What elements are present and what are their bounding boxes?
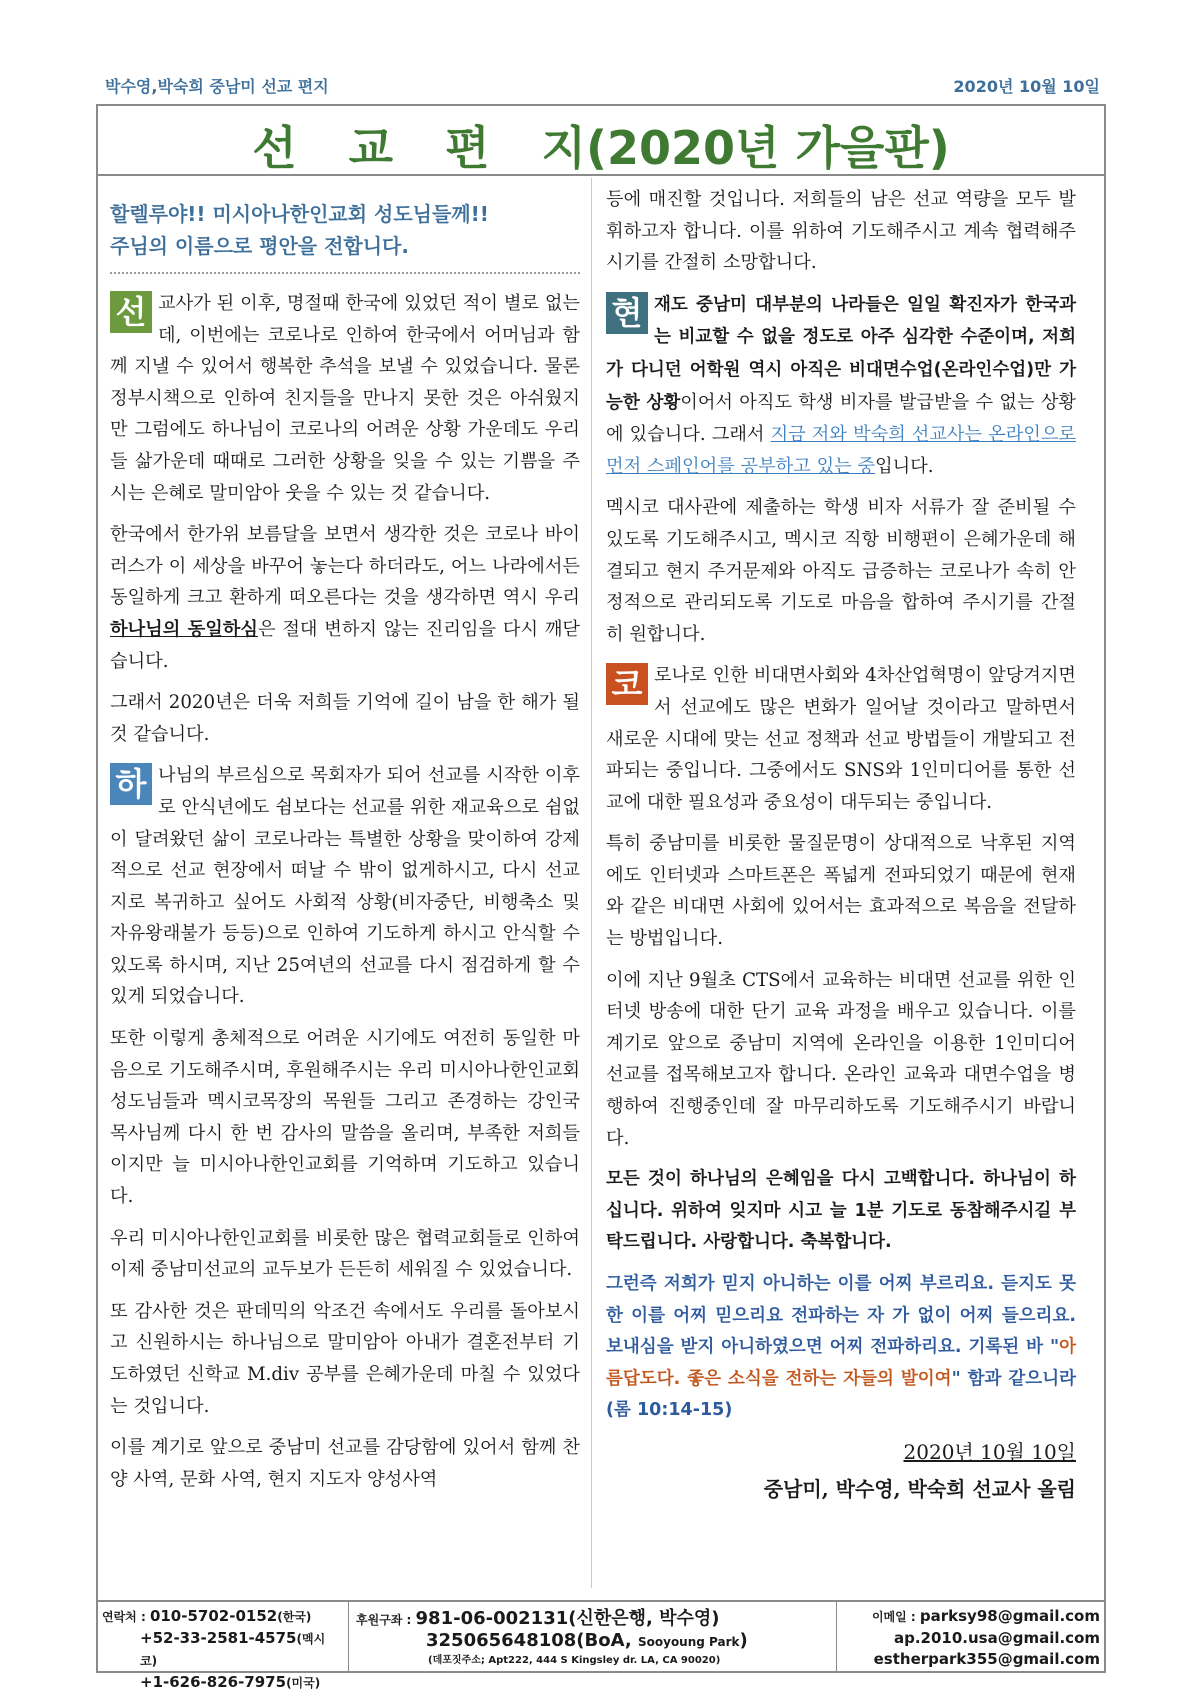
- paragraph-seminary: 또 감사한 것은 판데믹의 악조건 속에서도 우리를 돌아보시고 신원하시는 하나님으로 말미암아 아내가 결혼전부터 기도하였던 신학교 M.div 공부를 은혜가운데 마칠 수 있었다는 것입니다.: [110, 1300, 580, 1417]
- dropcap-hyeon: 현: [606, 292, 648, 334]
- paragraph-text: 로나로 인한 비대면사회와 4차산업혁명이 앞당겨지면서 선교에도 많은 변화가 일어날 것이라고 말하면서 새로운 시대에 맞는 선교 정책과 선교 방법들이 개발되고 전파되는 중입니다. 그중에서도 SNS와 1인미디어를 통한 선교에 대한 필요성과 중요성이 대두되는 중입니다.: [606, 665, 1076, 813]
- paragraph-ministry: 이를 계기로 앞으로 중남미 선교를 감당함에 있어서 함께 찬양 사역, 문화 사역, 현지 지도자 양성사역: [110, 1437, 580, 1490]
- letter-sender-line: 박수영,박숙희 중남미 선교 편지: [105, 77, 329, 96]
- email-label: 이메일 :: [871, 1610, 920, 1624]
- greeting-line-1: 할렐루야!! 미시아나한인교회 성도님들께!!: [110, 202, 489, 226]
- contact-footer: [96, 1600, 1106, 1691]
- bank-account-close: ): [739, 1630, 748, 1651]
- phone-usa-tag: (미국): [286, 1676, 321, 1690]
- paragraph-text: 나님의 부르심으로 목회자가 되어 선교를 시작한 이후로 안식년에도 쉼보다는 선교를 위한 재교육으로 쉼없이 달려왔던 삶이 코로나라는 특별한 상황을 맞이하여 강제적으로 선교 현장에서 떠날 수 밖이 없게하시고, 다시 선교지로 복귀하고 싶어도 사회적 상황(비자중단, 비행축소 및 자유왕래불가 등등)으로 인하여 기도하게 하시고 안식할 수 있도록 하시며, 지난 25여년의 선교를 다시 점검하게 할 수 있게 되었습니다.: [110, 765, 580, 1008]
- title-band: [98, 106, 1104, 176]
- paragraph-text: 은 절대 변하지 않는 진리임을 다시 깨닫습니다.: [110, 618, 580, 672]
- dotted-divider: [110, 272, 580, 274]
- contact-label: 연락처 :: [102, 1610, 150, 1624]
- dropcap-ko: 코: [606, 663, 648, 705]
- bold-text: 재도 중남미 대부분의 나라들은 일일 확진자가 한국과는 비교할 수 없을 정도로 아주 심각한 수준이며, 저희가 다니던 어학원 역시 아직은 비대면수업(온라인수업)만 가능한 상황: [606, 294, 1076, 413]
- phone-mexico: +52-33-2581-4575: [140, 1629, 297, 1647]
- paragraph-text: 이어서 아직도 학생 비자를 발급받을 수 없는 상황에 있습니다. 그래서: [606, 391, 1076, 446]
- paragraph-confession: 모든 것이 하나님의 은혜임을 다시 고백합니다. 하나님이 하십니다. 위하여 잊지마 시고 늘 1분 기도로 동참해주시길 부탁드립니다. 사랑합니다. 축복합니다.: [606, 1169, 1076, 1253]
- title-rest-part: 지(2020년 가을판): [541, 121, 950, 175]
- paragraph-chuseok: [110, 288, 580, 509]
- paragraph-text: 입니다.: [875, 455, 934, 477]
- letter-frame: [96, 104, 1106, 1673]
- signature-date-text: 2020년 10월 10일: [903, 1439, 1076, 1464]
- paragraph-text: 한국에서 한가위 보름달을 보면서 생각한 것은 코로나 바이러스가 이 세상을 바꾸어 놓는다 하더라도, 어느 나라에서든 동일하게 크고 환하게 떠오른다는 것을 생각하면 역시 우리: [110, 524, 580, 609]
- greeting: [110, 198, 580, 262]
- phone-korea-tag: (한국): [277, 1610, 312, 1624]
- phone-usa: +1-626-826-7975: [140, 1673, 287, 1691]
- phone-mexico-tag: (멕시코): [140, 1632, 326, 1668]
- dropcap-ha: 하: [110, 763, 152, 805]
- paragraph-cts: 이에 지난 9월초 CTS에서 교육하는 비대면 선교를 위한 인터넷 방송에 대한 단기 교육 과정을 배우고 있습니다. 이를 계기로 앞으로 중남미 지역에 온라인을 이용한 1인미디어 선교를 접목해보고자 합니다. 온라인 교육과 대면수업을 병행하여 진행중인데 잘 마무리하도록 기도해주시기 바랍니다.: [606, 969, 1076, 1149]
- right-column: [606, 184, 1076, 1505]
- paragraph-thanks: 또한 이렇게 총체적으로 어려운 시기에도 여전히 동일한 마음으로 기도해주시며, 후원해주시는 우리 미시아나한인교회 성도님들과 멕시코목장의 목원들 그리고 존경하는 강인국 목사님께 다시 한 번 감사의 말씀을 올리며, 부족한 저희들이지만 늘 미시아나한인교회를 기억하며 기도하고 있습니다.: [110, 1028, 580, 1208]
- paragraph-internet: 특히 중남미를 비롯한 물질문명이 상대적으로 낙후된 지역에도 인터넷과 스마트폰은 폭넓게 전파되었기 때문에 현재와 같은 비대면 사회에 있어서는 효과적으로 복음을 전달하는 방법입니다.: [606, 833, 1076, 950]
- scripture-text: 그런즉 저희가 믿지 아니하는 이를 어찌 부르리요. 듣지도 못한 이를 어찌 믿으리요 전파하는 자 가 없이 어찌 들으리요. 보내심을 받지 아니하였으면 어찌 전파하리요. 기록된 바 ": [606, 1274, 1076, 1358]
- scripture-highlight: 아름답도다. 좋은 소식을 전하는 자들의 발이여: [606, 1337, 1076, 1389]
- highlighted-phrase: 지금 저와 박숙희 선교사는 온라인으로 먼저 스페인어를 공부하고 있는 중: [606, 424, 1076, 477]
- email-3[interactable]: estherpark355@gmail.com: [873, 1650, 1100, 1668]
- signature-date: [606, 1437, 1076, 1470]
- footer-divider: [348, 1602, 349, 1673]
- greeting-line-2: 주님의 이름으로 평안을 전합니다.: [110, 234, 409, 258]
- paragraph-calling: [110, 760, 580, 1013]
- paragraph-continued: 등에 매진할 것입니다. 저희들의 남은 선교 역량을 모두 발휘하고자 합니다. 이를 위하여 기도해주시고 계속 협력해주시기를 간절히 소망합니다.: [606, 189, 1076, 274]
- phone-korea: 010-5702-0152: [149, 1607, 278, 1625]
- scripture-reference: " 함과 같으니라(롬 10:14-15): [606, 1368, 1076, 1421]
- email-2[interactable]: ap.2010.usa@gmail.com: [893, 1629, 1100, 1647]
- letter-header-row: [105, 74, 1100, 100]
- bank-block: [356, 1604, 831, 1666]
- column-divider: [591, 178, 592, 1588]
- paragraph-visa: 멕시코 대사관에 제출하는 학생 비자 서류가 잘 준비될 수 있도록 기도해주시고, 멕시코 직항 비행편이 은혜가운데 해결되고 현지 주거문제와 아직도 급증하는 코로나가 속히 안정적으로 관리되도록 기도로 마음을 합하여 주시기를 간절히 원합니다.: [606, 497, 1076, 645]
- footer-divider: [836, 1602, 837, 1673]
- bank-label: 후원구좌 :: [356, 1613, 416, 1627]
- signature: 중남미, 박수영, 박숙희 선교사 올림: [763, 1476, 1076, 1501]
- paragraph-covid-status: [606, 289, 1076, 483]
- underlined-phrase: 하나님의 동일하심: [110, 618, 258, 640]
- bank-account-holder: Sooyoung Park: [637, 1635, 740, 1649]
- title-spaced-part: 선교편: [252, 121, 542, 175]
- paragraph-partners: 우리 미시아나한인교회를 비롯한 많은 협력교회들로 인하여 이제 중남미선교의 교두보가 든든히 세워질 수 있었습니다.: [110, 1227, 580, 1281]
- contact-block: [102, 1606, 342, 1694]
- letter-header-date: 2020년 10월 10일: [953, 77, 1100, 96]
- left-column: [110, 178, 580, 1505]
- paragraph-text: 교사가 된 이후, 명절때 한국에 있었던 적이 별로 없는데, 이번에는 코로나로 인하여 한국에서 어머님과 함께 지낼 수 있어서 행복한 추석을 보낼 수 있었습니다. 물론 정부시책으로 인하여 친지들을 만나지 못한 것은 아쉬웠지만 그럼에도 하나님이 코로나의 어려운 상황 가운데도 우리들 삶가운데 때때로 그러한 상황을 잊을 수 있는 기쁨을 주시는 은혜로 말미암아 웃을 수 있는 것 같습니다.: [110, 293, 580, 504]
- email-1[interactable]: parksy98@gmail.com: [919, 1607, 1100, 1625]
- scripture-quote: [606, 1269, 1076, 1427]
- bank-account-boa: 325065648108(BoA,: [426, 1630, 638, 1651]
- dropcap-seon: 선: [110, 291, 152, 333]
- paragraph-full-moon: [110, 519, 580, 677]
- page-title: [98, 112, 1104, 178]
- bank-account-shinhan: 981-06-002131(신한은행, 박수영): [415, 1608, 720, 1629]
- email-block: [844, 1606, 1100, 1670]
- paragraph-online-mission: [606, 660, 1076, 818]
- paragraph-2020: 그래서 2020년은 더욱 저희들 기억에 길이 남을 한 해가 될 것 같습니다.: [110, 692, 580, 745]
- deposit-address: (데포짓주소; Apt222, 444 S Kingsley dr. LA, CA 90020): [428, 1655, 721, 1666]
